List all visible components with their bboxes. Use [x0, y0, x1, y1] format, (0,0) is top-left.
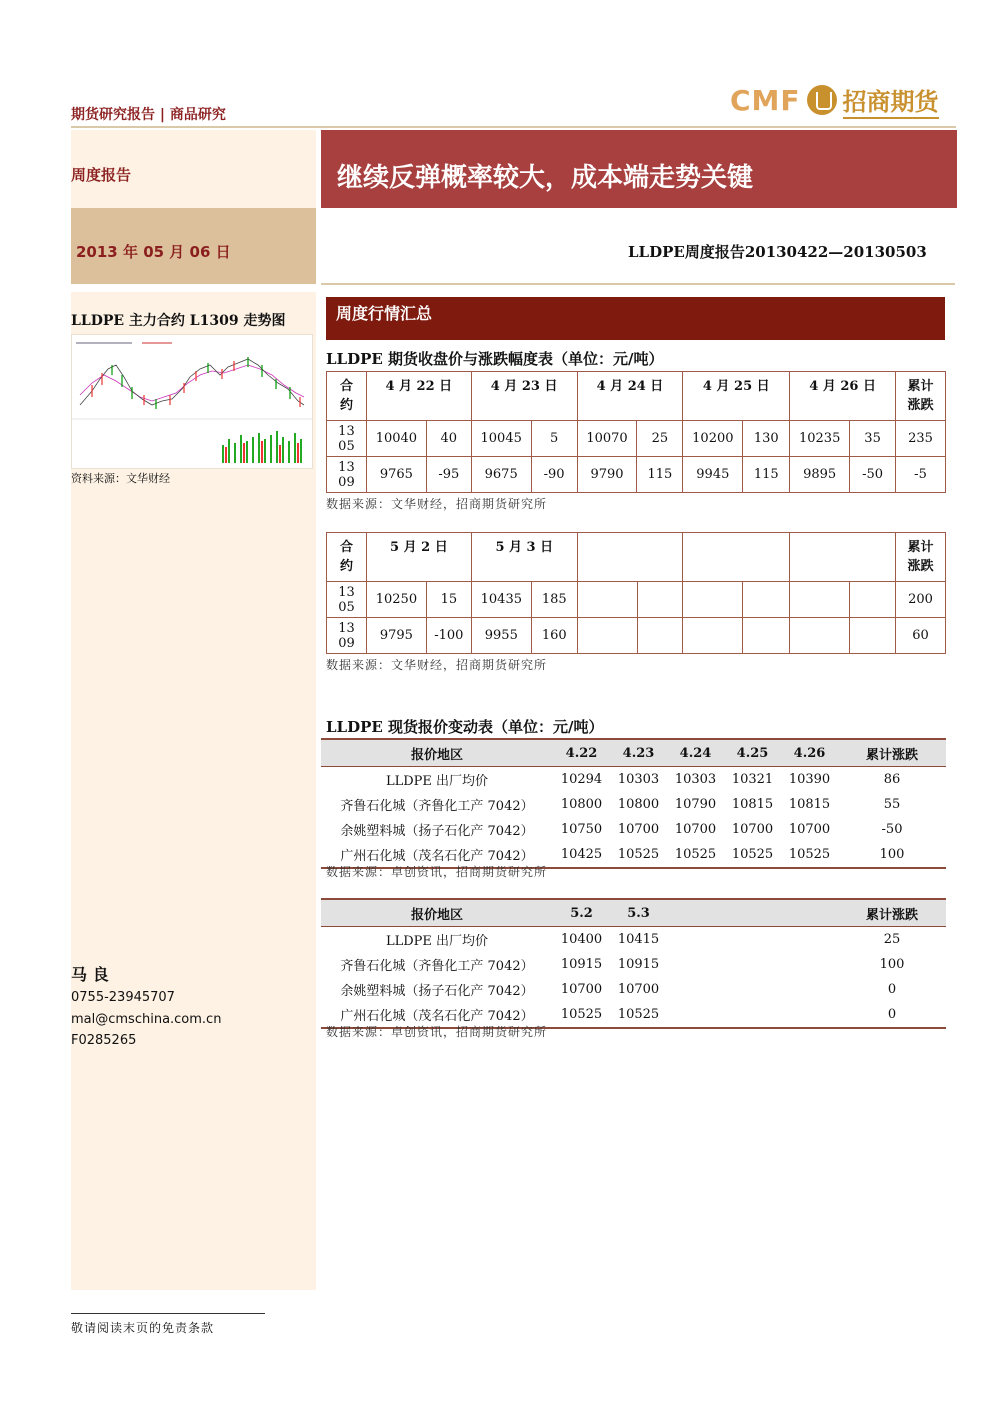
price-cell	[667, 977, 724, 1002]
spot-table-2	[321, 898, 946, 1029]
total-cell: 200	[895, 582, 945, 618]
price-cell: 10700	[617, 982, 660, 997]
company-logo	[730, 82, 939, 118]
author-id: F0285265	[71, 1033, 137, 1048]
region-cell: 广州石化城（茂名石化产 7042）	[321, 1002, 553, 1028]
price-cell	[667, 927, 724, 953]
price-cell	[724, 977, 781, 1002]
date-header	[790, 533, 896, 582]
date-header	[781, 899, 838, 927]
price-cell: 10525	[553, 1002, 610, 1028]
footer-divider	[71, 1313, 265, 1314]
region-cell: 余姚塑料城（扬子石化产 7042）	[340, 984, 534, 999]
price-cell: 10400	[560, 932, 603, 947]
price-cell: 10525	[781, 842, 838, 868]
total-cell: -5	[896, 457, 946, 493]
change-cell	[743, 618, 790, 654]
report-date: 2013 年 05 月 06 日	[76, 243, 231, 261]
change-cell: 5	[531, 421, 577, 457]
region-cell: LLDPE 出厂均价	[385, 774, 489, 789]
date-header: 4 月 25 日	[683, 372, 790, 421]
total-cell: 100	[838, 842, 946, 868]
table-header-row	[327, 533, 946, 582]
price-cell: 10915	[617, 957, 660, 972]
header-divider	[71, 126, 956, 128]
author-name: 马 良	[71, 965, 109, 984]
table-row	[327, 582, 946, 618]
date-header: 5.3	[610, 899, 667, 927]
change-cell: 40	[426, 421, 471, 457]
chart-source: 资料来源：文华财经	[71, 472, 170, 485]
price-cell	[724, 927, 781, 953]
date-header: 4 月 26 日	[790, 372, 896, 421]
price-cell: 10525	[724, 842, 781, 868]
change-cell: -50	[850, 457, 896, 493]
total-cell: 0	[887, 982, 897, 997]
table-row	[321, 977, 946, 1002]
price-cell	[790, 618, 850, 654]
price-cell: 10815	[731, 797, 774, 812]
logo-emblem-icon	[807, 85, 837, 115]
change-cell	[850, 582, 896, 618]
price-chart-image	[71, 334, 313, 469]
candlestick-chart-icon	[72, 335, 312, 468]
price-cell	[781, 977, 838, 1002]
report-name: LLDPE周度报告20130422—20130503	[628, 243, 927, 261]
author-email[interactable]: mal@cmschina.com.cn	[71, 1012, 222, 1027]
price-cell	[683, 618, 743, 654]
total-cell: 86	[883, 772, 901, 787]
date-header: 4.22	[553, 739, 610, 767]
price-cell	[724, 1002, 781, 1028]
spot-source-2: 数据来源：卓创资讯，招商期货研究所	[326, 1025, 548, 1039]
price-cell	[577, 618, 637, 654]
change-cell: -95	[426, 457, 471, 493]
spot-source-1: 数据来源：卓创资讯，招商期货研究所	[326, 865, 548, 879]
change-cell: -100	[426, 618, 471, 654]
total-cell: 0	[838, 1002, 946, 1028]
date-header: 4.26	[781, 739, 838, 767]
change-cell: 115	[743, 457, 790, 493]
price-cell: 10525	[667, 842, 724, 868]
date-header	[577, 533, 683, 582]
title-divider	[321, 283, 955, 285]
price-cell: 10815	[788, 797, 831, 812]
table-row	[321, 792, 946, 817]
region-cell: 齐鲁石化城（齐鲁化工产 7042）	[340, 959, 534, 974]
report-category: 期货研究报告 | 商品研究	[71, 107, 226, 123]
price-cell: 10070	[577, 421, 637, 457]
futures-table-2	[326, 532, 946, 654]
price-cell	[667, 952, 724, 977]
futures-table-1	[326, 371, 946, 493]
table-row	[321, 927, 946, 953]
logo-text-cn: 招商期货	[843, 82, 939, 119]
futures-source-1: 数据来源：文华财经，招商期货研究所	[326, 497, 548, 511]
disclaimer-note: 敬请阅读末页的免责条款	[71, 1321, 215, 1335]
price-cell: 10800	[560, 797, 603, 812]
price-cell: 10700	[560, 982, 603, 997]
price-cell: 10525	[610, 842, 667, 868]
table-row	[327, 618, 946, 654]
total-cell: 55	[883, 797, 901, 812]
change-cell: 35	[850, 421, 896, 457]
price-cell: 10250	[366, 582, 426, 618]
contract-header: 合 约	[327, 533, 367, 582]
contract-cell: 13 09	[327, 457, 367, 493]
price-cell	[683, 582, 743, 618]
price-cell: 10415	[617, 932, 660, 947]
table-header-row	[321, 739, 946, 767]
table-row	[327, 421, 946, 457]
price-cell: 10700	[617, 822, 660, 837]
price-cell: 10045	[471, 421, 531, 457]
total-header: 累计 涨跌	[896, 372, 946, 421]
total-cell: 60	[895, 618, 945, 654]
price-cell	[577, 582, 637, 618]
region-header: 报价地区	[321, 899, 553, 927]
weekly-label: 周度报告	[71, 166, 132, 184]
price-cell	[781, 952, 838, 977]
date-header: 5 月 3 日	[471, 533, 577, 582]
page-title: 继续反弹概率较大，成本端走势关键	[337, 163, 754, 193]
price-cell: 10425	[553, 842, 610, 868]
change-cell: 185	[531, 582, 577, 618]
table-row	[321, 952, 946, 977]
date-header	[683, 533, 790, 582]
chart-title: LLDPE 主力合约 L1309 走势图	[71, 313, 286, 329]
contract-cell: 13 05	[327, 582, 367, 618]
price-cell: 9955	[471, 618, 531, 654]
price-cell: 10235	[790, 421, 850, 457]
price-cell: 10303	[674, 772, 717, 787]
price-cell: 10790	[674, 797, 717, 812]
table-row	[327, 457, 946, 493]
change-cell	[637, 618, 683, 654]
price-cell: 10915	[560, 957, 603, 972]
change-cell: 25	[637, 421, 683, 457]
price-cell: 9765	[366, 457, 426, 493]
spot-table-1	[321, 738, 946, 869]
contract-cell: 13 09	[327, 618, 367, 654]
date-header: 5 月 2 日	[366, 533, 471, 582]
futures-table-caption: LLDPE 期货收盘价与涨跌幅度表（单位：元/吨）	[326, 350, 664, 368]
total-cell: 100	[879, 957, 905, 972]
region-cell: 齐鲁石化城（齐鲁化工产 7042）	[340, 799, 534, 814]
price-cell	[781, 927, 838, 953]
price-cell: 10294	[560, 772, 603, 787]
region-header: 报价地区	[321, 739, 553, 767]
price-cell: 10700	[674, 822, 717, 837]
price-cell	[724, 952, 781, 977]
date-header: 4.23	[610, 739, 667, 767]
table-header-row	[321, 899, 946, 927]
price-cell: 10435	[471, 582, 531, 618]
date-header: 4 月 24 日	[577, 372, 683, 421]
price-cell: 10303	[617, 772, 660, 787]
spot-table-caption: LLDPE 现货报价变动表（单位：元/吨）	[326, 718, 604, 736]
table-row	[321, 817, 946, 842]
total-header: 累计涨跌	[838, 899, 946, 927]
price-cell: 10200	[683, 421, 743, 457]
price-cell: 10800	[617, 797, 660, 812]
total-cell: 25	[883, 932, 901, 947]
price-cell: 9945	[683, 457, 743, 493]
date-header: 4.25	[724, 739, 781, 767]
price-cell: 10321	[731, 772, 774, 787]
price-cell	[667, 1002, 724, 1028]
price-cell: 9790	[577, 457, 637, 493]
price-cell: 10390	[788, 772, 831, 787]
total-cell: -50	[881, 822, 903, 837]
change-cell: -90	[531, 457, 577, 493]
total-cell: 235	[896, 421, 946, 457]
total-header: 累计涨跌	[838, 739, 946, 767]
price-cell: 10700	[788, 822, 831, 837]
futures-source-2: 数据来源：文华财经，招商期货研究所	[326, 658, 548, 672]
price-cell: 10525	[610, 1002, 667, 1028]
date-header	[667, 899, 724, 927]
price-cell: 9795	[366, 618, 426, 654]
contract-cell: 13 05	[327, 421, 367, 457]
price-cell: 10750	[560, 822, 603, 837]
region-cell: 广州石化城（茂名石化产 7042）	[321, 842, 553, 868]
change-cell: 130	[743, 421, 790, 457]
region-cell: 余姚塑料城（扬子石化产 7042）	[340, 824, 534, 839]
change-cell: 115	[637, 457, 683, 493]
date-header: 4 月 22 日	[366, 372, 471, 421]
logo-text-en: CMF	[730, 83, 801, 117]
change-cell	[850, 618, 896, 654]
author-phone: 0755-23945707	[71, 990, 175, 1005]
price-cell: 9675	[471, 457, 531, 493]
change-cell: 160	[531, 618, 577, 654]
date-header: 5.2	[553, 899, 610, 927]
region-cell: LLDPE 出厂均价	[385, 934, 489, 949]
table-row	[321, 767, 946, 793]
date-header: 4.24	[667, 739, 724, 767]
date-header	[724, 899, 781, 927]
price-cell: 10700	[731, 822, 774, 837]
change-cell	[743, 582, 790, 618]
price-cell	[790, 582, 850, 618]
price-cell: 10040	[366, 421, 426, 457]
price-cell	[781, 1002, 838, 1028]
section-title: 周度行情汇总	[336, 304, 433, 323]
table-header-row	[327, 372, 946, 421]
price-cell: 9895	[790, 457, 850, 493]
total-header: 累计 涨跌	[895, 533, 945, 582]
date-header: 4 月 23 日	[471, 372, 577, 421]
change-cell	[637, 582, 683, 618]
change-cell: 15	[426, 582, 471, 618]
contract-header: 合 约	[327, 372, 367, 421]
